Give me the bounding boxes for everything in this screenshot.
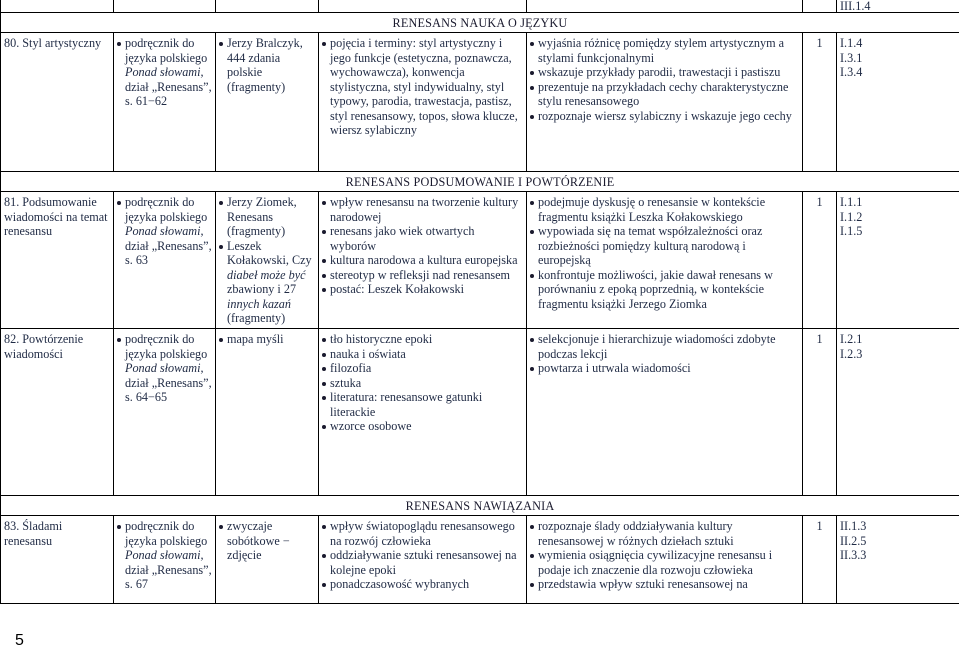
topic-title: Podsumowanie wiadomości na temat renesansu: [4, 195, 108, 238]
content-item: nauka i oświata: [322, 347, 523, 362]
code-item: I.1.1: [840, 195, 863, 209]
topic-title: Powtórzenie wiadomości: [4, 332, 84, 361]
topic-cell: [1, 33, 114, 172]
section-title-nawiazania: RENESANS NAWIĄZANIA: [1, 496, 959, 516]
code-item: I.2.3: [840, 346, 863, 361]
table-row: [1, 192, 959, 329]
content-item: ponadczasowość wybranych: [322, 577, 523, 592]
codes-cell: [837, 192, 959, 329]
material-item: podręcznik do języka polskiego Ponad słowami, dział „Renesans”, s. 64−65: [117, 332, 212, 405]
material-cell: [114, 33, 216, 172]
material-cell: [114, 329, 216, 496]
texts-cell: [216, 329, 319, 496]
content-item: pojęcia i terminy: styl artystyczny i jego funkcje (estetyczna, poznawcza, wychowawcza), konwencja stylistyczna, styl indywidualny, styl typowy, parodia, trawestacja, pastisz, styl renesansowy, topos, słowa klucze, wiersz sylabiczny: [322, 36, 523, 138]
content-item: postać: Leszek Kołakowski: [322, 282, 523, 297]
content-item: wpływ światopoglądu renesansowego na rozwój człowieka: [322, 519, 523, 548]
outcome-item: przedstawia wpływ sztuki renesansowej na: [530, 577, 799, 592]
code-item: II.1.3: [840, 519, 867, 533]
topic-number: 82.: [4, 332, 20, 346]
content-item: wzorce osobowe: [322, 419, 523, 434]
topic-number: 83.: [4, 519, 20, 533]
topic-cell: [1, 329, 114, 496]
code-item: II.3.3: [840, 548, 867, 562]
content-cell: [319, 516, 527, 604]
text-item: Leszek Kołakowski, Czy diabeł może być zbawiony i 27 innych kazań (fragmenty): [219, 239, 315, 326]
outcomes-cell: [527, 329, 803, 496]
code-item: I.1.4: [840, 36, 863, 50]
material-item: podręcznik do języka polskiego Ponad słowami, dział „Renesans”, s. 67: [117, 519, 212, 592]
outcome-item: rozpoznaje ślady oddziaływania kultury renesansowej w różnych dziełach sztuki: [530, 519, 799, 548]
topic-cell: [1, 192, 114, 329]
outcome-item: podejmuje dyskusję o renesansie w kontekście fragmentu książki Leszka Kołakowskiego: [530, 195, 799, 224]
topic-number: 81.: [4, 195, 20, 209]
outcome-item: selekcjonuje i hierarchizuje wiadomości zdobyte podczas lekcji: [530, 332, 799, 361]
content-item: oddziaływanie sztuki renesansowej na kolejne epoki: [322, 548, 523, 577]
code-item: I.2.1: [840, 332, 863, 346]
content-item: renesans jako wiek otwartych wyborów: [322, 224, 523, 253]
text-item: Jerzy Ziomek, Renesans (fragmenty): [219, 195, 315, 239]
page-number: 5: [15, 632, 24, 649]
hours-cell: 1: [803, 192, 837, 329]
content-cell: [319, 33, 527, 172]
code-item: I.3.1: [840, 50, 863, 65]
content-item: filozofia: [322, 361, 523, 376]
outcome-item: wymienia osiągnięcia cywilizacyjne renesansu i podaje ich znaczenie dla rozwoju człowieka: [530, 548, 799, 577]
outcome-item: wskazuje przykłady parodii, trawestacji i pastiszu: [530, 65, 799, 80]
outcome-item: prezentuje na przykładach cechy charakterystyczne stylu renesansowego: [530, 80, 799, 109]
content-cell: [319, 329, 527, 496]
table-row: [1, 516, 959, 604]
text-item: Jerzy Bralczyk, 444 zdania polskie (fragmenty): [219, 36, 315, 94]
hours-cell: 1: [803, 329, 837, 496]
outcome-item: rozpoznaje wiersz sylabiczny i wskazuje jego cechy: [530, 109, 799, 124]
material-item: podręcznik do języka polskiego Ponad słowami, dział „Renesans”, s. 61−62: [117, 36, 212, 109]
table-row: [1, 33, 959, 172]
topic-number: 80.: [4, 36, 20, 50]
section-title-nauka: RENESANS NAUKA O JĘZYKU: [1, 13, 959, 33]
content-item: tło historyczne epoki: [322, 332, 523, 347]
section-title-row: [1, 13, 959, 33]
topic-title: Śladami renesansu: [4, 519, 63, 548]
texts-cell: [216, 192, 319, 329]
outcomes-cell: [527, 33, 803, 172]
outcome-item: wypowiada się na temat współzależności oraz rozbieżności pomiędzy kulturą narodową i europejską: [530, 224, 799, 268]
topic-title: Styl artystyczny: [22, 36, 102, 50]
content-item: literatura: renesansowe gatunki literackie: [322, 390, 523, 419]
code-item: I.3.4: [840, 65, 863, 79]
codes-cell: [837, 329, 959, 496]
content-item: kultura narodowa a kultura europejska: [322, 253, 523, 268]
text-item: zwyczaje sobótkowe − zdjęcie: [219, 519, 315, 563]
section-title-podsumowanie: RENESANS PODSUMOWANIE I POWTÓRZENIE: [1, 172, 959, 192]
material-cell: [114, 516, 216, 604]
codes-cell: [837, 516, 959, 604]
hours-cell: 1: [803, 516, 837, 604]
outcome-item: powtarza i utrwala wiadomości: [530, 361, 799, 376]
text-item: mapa myśli: [219, 332, 315, 347]
code-item: II.2.5: [840, 533, 867, 548]
hours-cell: 1: [803, 33, 837, 172]
top-strip-row: [1, 0, 959, 13]
section-title-row: [1, 172, 959, 192]
texts-cell: [216, 516, 319, 604]
material-cell: [114, 192, 216, 329]
outcomes-cell: [527, 192, 803, 329]
texts-cell: [216, 33, 319, 172]
content-item: sztuka: [322, 376, 523, 391]
content-cell: [319, 192, 527, 329]
outcome-item: konfrontuje możliwości, jakie dawał renesans w porównaniu z epoką poprzednią, w kontekście fragmentu książki Jerzego Ziomka: [530, 268, 799, 312]
outcomes-cell: [527, 516, 803, 604]
topic-cell: [1, 516, 114, 604]
material-item: podręcznik do języka polskiego Ponad słowami, dział „Renesans”, s. 63: [117, 195, 212, 268]
outcome-item: wyjaśnia różnicę pomiędzy stylem artystycznym a stylami funkcjonalnymi: [530, 36, 799, 65]
table-row: [1, 329, 959, 496]
section-title-row: [1, 496, 959, 516]
content-item: wpływ renesansu na tworzenie kultury narodowej: [322, 195, 523, 224]
code-item: I.1.5: [840, 224, 863, 238]
top-right-code: III.1.4: [837, 0, 959, 13]
code-item: I.1.2: [840, 209, 863, 224]
content-item: stereotyp w refleksji nad renesansem: [322, 268, 523, 283]
codes-cell: [837, 33, 959, 172]
